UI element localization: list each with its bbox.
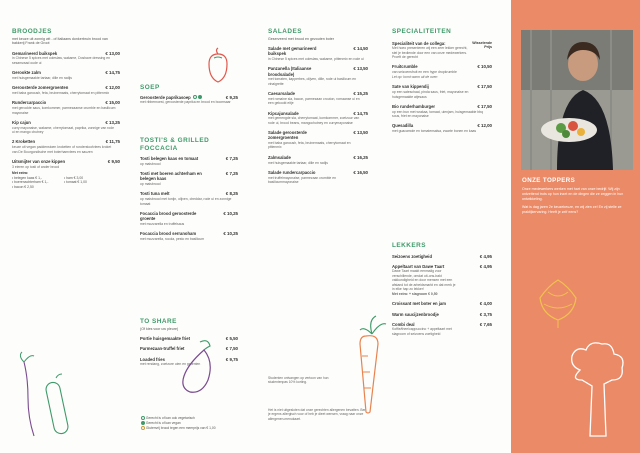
item-name: Focaccia brood serranoham xyxy=(140,231,197,237)
item-price: € 12,00 xyxy=(105,85,120,91)
item-warning: Let op: komt warm uit de oven xyxy=(392,75,438,80)
item-name: Seizoens zoetigheid xyxy=(392,253,433,259)
item-price: € 7,50 xyxy=(225,346,238,352)
item-name: Tosti met boeren achterham en belegen kaas xyxy=(140,171,202,182)
broodjes-subtitle: met keuze uit zonnig wit - of Italiaans donkerbruin brood van bakkerij Frank de Groot xyxy=(12,36,108,46)
staff-photo-illustration xyxy=(521,30,633,170)
menu-item xyxy=(392,322,492,337)
vegetarian-icon xyxy=(193,95,197,99)
item-desc: met gerookte saus, komkommer, parmezaanse crumble en basilicum mayonaise xyxy=(12,106,116,115)
item-desc: keuze uit vegan paddenstoen kroketten of runderstoofvlees kroket van De Bourgondische met boterhamvlees en sauzen xyxy=(12,145,112,154)
item-price: € 3,75 xyxy=(479,311,492,317)
item-name: Salade met gemarineerd buikspek xyxy=(268,46,317,57)
item-name: Caesarsalade xyxy=(268,91,296,97)
tosti-section xyxy=(140,137,238,241)
carrot-icon xyxy=(350,316,390,416)
salades-title: SALADES xyxy=(268,28,303,35)
specialiteiten-section xyxy=(392,28,492,134)
menu-item xyxy=(392,312,492,317)
item-price: € 15,25 xyxy=(353,91,368,97)
lekkers-title: LEKKERS xyxy=(392,242,427,249)
item-desc: met truffelmayonaise, parmezaan crumble en basilicummayonaise xyxy=(268,175,336,185)
item-desc: in Chinese 5 spices met coleslaw, wakame, Doshave dressing en sesamzaad oude ui xyxy=(12,56,111,65)
item-name: Geroosterde zomergroenten xyxy=(12,85,69,91)
item-price: Wisselende Prijs xyxy=(472,40,492,49)
soep-section xyxy=(140,84,238,105)
extra-option: • belegen kaas € 1,- xyxy=(12,175,43,180)
item-desc: met huisgemaakte tartaar, dille en radijs xyxy=(12,75,72,80)
item-price: € 4,95 xyxy=(479,263,492,269)
extra-option: • tomaat € 1,00 xyxy=(64,180,87,185)
extras-list xyxy=(12,171,120,189)
item-desc: Met hoeo presenteren wij een zeer lekker gerecht, stel je bediende door een van onze medewerkers. Proeft de gerecht xyxy=(392,46,468,60)
item-price: € 10,25 xyxy=(223,210,238,216)
item-name xyxy=(140,95,238,100)
menu-item xyxy=(392,64,492,79)
item-price: € 13,00 xyxy=(105,50,120,56)
item-name: Rundercarpaccio xyxy=(12,100,47,106)
menu-item xyxy=(12,139,120,154)
item-desc: met baba ganoush, feta, bruinemaats, cherrytomaat en pittenmix xyxy=(12,91,110,96)
extra-option: • boerenachterham € 1,- xyxy=(12,180,49,185)
specialiteiten-title: SPECIALITEITEN xyxy=(392,28,452,35)
item-price: € 11,75 xyxy=(105,139,120,145)
item-price: € 9,75 xyxy=(225,356,238,362)
item-name: Croissant met boter en jam xyxy=(392,301,446,307)
broccoli-icon xyxy=(560,340,632,440)
item-price: € 15,00 xyxy=(105,100,120,106)
item-name: Loaded fries xyxy=(140,356,165,362)
item-price: € 4,00 xyxy=(479,301,492,307)
item-desc: met baba ganoush, feta, bruinemaats, cherrytomaat en pittenmix xyxy=(268,141,351,150)
item-price: € 5,50 xyxy=(225,336,238,342)
item-desc: op maisbrood xyxy=(140,182,161,187)
item-name: Tosti tuna melt xyxy=(140,191,170,197)
to-share-title: TO SHARE xyxy=(140,318,177,325)
menu-item xyxy=(392,104,492,119)
item-desc: met guacamole en tomatensalsa, zwarte bonen en kaas xyxy=(392,129,477,134)
item-name: Quesadilla xyxy=(392,123,414,129)
item-price: € 4,95 xyxy=(479,253,492,259)
item-desc: met huisgemaakte tartaar, dille en radijs xyxy=(268,160,328,165)
soep-title: SOEP xyxy=(140,84,160,91)
item-name-text: Geroosterde paprikasoep xyxy=(140,94,191,100)
menu-item xyxy=(392,84,492,99)
item-price: € 13,50 xyxy=(353,130,368,136)
item-desc: met tomaten, kapperbes, olijven, dille, rode ui basilicum en vinaigrette xyxy=(268,77,357,86)
legend-text: Gerecht is of kan ook vegetarisch xyxy=(145,416,195,420)
item-desc: Dawe Taart maakt eenmalig voor verschillende, omdat uit-ons-bakt vakkundigheid en door mensen met een afstand tot de arbeidsmarkt en dat merk je in elke hap zo lekker! xyxy=(392,269,456,292)
item-price: € 8,25 xyxy=(225,191,238,197)
item-price: € 16,25 xyxy=(353,154,368,160)
item-price: € 7,25 xyxy=(225,171,238,177)
menu-item xyxy=(268,130,368,150)
menu-item xyxy=(12,70,120,80)
item-desc: in Chinese 5 spices met coleslaw, wakame, pittenmix en rode ui xyxy=(268,57,364,61)
toppers-paragraph: Wat is dag jaren 2e keuzekeuze, en wij zien ze! En zij stelle ze praktijkervaring. Heeft je zelf eens? xyxy=(522,205,622,215)
student-note-text: Studenten ontvangen op vertoon van hun studentenpas 10% korting. xyxy=(268,376,329,385)
item-desc: met rendang, zoetzure uien en groenten xyxy=(140,362,201,367)
item-desc: op een bun met wrakaa, tomaat, uienjam, huisgemaakte bbq sous, friet en mayonaise xyxy=(392,109,484,119)
item-desc: met ribbernoest, geroosterde paprika en brood en boomsaar xyxy=(140,100,231,105)
item-desc: curry mayonaise, wakame, cherrytomaat, paprika, zonnige van rode ui en mango chutney xyxy=(12,125,114,135)
item-desc: met mozzarella, rucola, pesto en basilicum xyxy=(140,236,205,241)
item-price: € 17,50 xyxy=(477,103,492,109)
item-price: € 9,50 xyxy=(107,158,120,164)
item-price: € 16,50 xyxy=(353,169,368,175)
extras-title: Met extra: xyxy=(12,171,29,176)
menu-item xyxy=(392,264,492,297)
menu-item xyxy=(268,155,368,165)
menu-item xyxy=(140,211,238,226)
item-name: Portie huisgemaakte friet xyxy=(140,336,191,342)
menu-item xyxy=(140,156,238,166)
item-desc: van seizoensfruit en een hype dropkrumble xyxy=(392,70,457,75)
menu-item xyxy=(140,171,238,186)
legend-text: Glutenvrij brood tegen een meerprijs van € 1,00 xyxy=(145,426,216,430)
item-desc: met gemengde sla, cherrytomaat, komkommer, zoetzuur van rode ui, brood beans, mangochutney en currymayonaise xyxy=(268,116,360,125)
broodjes-title: BROODJES xyxy=(12,28,52,35)
item-name: Focaccia brood geroosterde groente xyxy=(140,210,197,222)
gluten-free-icon xyxy=(141,426,145,430)
vegetarian-icon xyxy=(141,416,145,420)
menu-item xyxy=(392,123,492,133)
item-desc: op maisbrood xyxy=(140,161,161,166)
legend-text: Gerecht is of kan vegan xyxy=(145,421,181,425)
item-name: Appeltaart van Dawe Taart xyxy=(392,263,445,269)
staff-photo xyxy=(521,30,633,170)
menu-item xyxy=(268,46,368,61)
item-name: Tosti belegen kaas en tomaat xyxy=(140,156,199,161)
menu-item xyxy=(268,91,368,106)
item-name: Kip cajun xyxy=(12,119,31,125)
menu-item xyxy=(268,170,368,185)
item-name: Specialiteit van de collega: xyxy=(392,40,446,46)
menu-item xyxy=(12,85,120,95)
item-price: € 14,75 xyxy=(353,110,368,116)
toppers-text xyxy=(522,187,628,215)
toppers-title: ONZE TOPPERS xyxy=(522,177,576,184)
item-name: Salade rundercarpaccio xyxy=(268,169,316,175)
vegetable-icon xyxy=(14,352,74,442)
student-note xyxy=(268,376,340,385)
menu-item xyxy=(392,254,492,259)
item-price: € 13,25 xyxy=(105,119,120,125)
item-price: € 10,25 xyxy=(223,231,238,237)
item-price: € 13,50 xyxy=(353,66,368,72)
legend xyxy=(140,416,250,431)
item-price: € 9,25 xyxy=(225,94,238,100)
salades-section xyxy=(268,28,368,185)
menu-item xyxy=(268,66,368,86)
lekkers-section xyxy=(392,242,492,336)
item-price: € 17,50 xyxy=(477,84,492,90)
menu-item xyxy=(140,191,238,206)
item-price: € 7,65 xyxy=(479,321,492,327)
item-name: Bio runderhamburger xyxy=(392,103,436,109)
item-name: Uitsmijter van onze kippen xyxy=(12,158,66,164)
menu-item xyxy=(12,100,120,115)
legend-item xyxy=(140,426,250,431)
menu-item xyxy=(392,301,492,306)
item-name: Panzanella (Italiaanse broodsalade) xyxy=(268,66,312,77)
to-share-subtitle: (Of kies voor uw pleure) xyxy=(140,326,179,331)
item-desc: Koffie/thee/cappuccino + appeltaart met slagroom of seizoens zoetigheid xyxy=(392,327,452,336)
artichoke-icon xyxy=(528,270,588,330)
menu-item xyxy=(140,95,238,105)
item-name: Parmezaan-truffel friet xyxy=(140,346,185,352)
extras-row xyxy=(12,185,120,190)
item-desc: met romaine sla, bacon, parmezaan crouton, romaanse ui en een gekookt eitje xyxy=(268,96,360,106)
item-name: Zalmsalade xyxy=(268,154,291,160)
menu-item xyxy=(140,231,238,241)
item-name: Warm saucijzenbroodje xyxy=(392,311,439,317)
toppers-paragraph: Onze medewerkers werken met hart van onze bedrijf. Wij zijn ontzettend trots op hun inzet en de dingen die ze zeggen in hun ontwikkeling. xyxy=(522,187,624,201)
item-name: Sate van kippendij xyxy=(392,84,429,90)
salades-subtitle: Geserveerd met brood en gezouten boter xyxy=(268,36,334,41)
item-name: Kipcajunsalade xyxy=(268,110,299,116)
extra-option: • bacon € 2,50 xyxy=(12,184,34,189)
vegan-icon xyxy=(198,95,202,99)
menu-item xyxy=(12,120,120,135)
item-extra: Met extra: + slagroom € 0,50 xyxy=(392,291,438,296)
item-name: Gerookte zalm xyxy=(12,70,41,76)
item-price: € 14,75 xyxy=(105,70,120,76)
item-desc: op een sateschaal, pinda saus, friet, mayonaise en huisgemaakte atjesaus xyxy=(392,90,469,99)
broodjes-section xyxy=(12,28,120,189)
item-price: € 10,50 xyxy=(477,64,492,70)
pepper-icon xyxy=(205,48,231,84)
tosti-title: TOSTI'S & GRILLED FOCCACIA xyxy=(140,137,210,152)
item-name: 2 Kroketten xyxy=(12,139,36,145)
item-desc: 3 eieren op tosti of ander brood xyxy=(12,164,60,169)
menu-item xyxy=(12,51,120,66)
item-price: € 12,00 xyxy=(477,123,492,129)
eggplant-icon xyxy=(178,336,218,396)
item-name: Gemarineerd buikspek xyxy=(12,50,58,56)
menu-item xyxy=(12,159,120,169)
menu-item xyxy=(392,41,492,60)
allergen-note-text: Het is niet uitgesloten dat onze gerechten allergenen bevatten. Ben je ergens allergisch voor of heb je dieet wensen, vraag naar onze allergenen-menukaart. xyxy=(268,408,367,421)
item-name: Salade geroosterde zomergroenten xyxy=(268,130,307,141)
item-name: Combi deal xyxy=(392,321,415,327)
item-price: € 7,25 xyxy=(225,156,238,161)
menu-item xyxy=(268,111,368,126)
item-price: € 14,50 xyxy=(353,46,368,52)
vegan-icon xyxy=(141,421,145,425)
item-desc: op maisbrood met tonijn, olijven, cheddar, rode ui en zonnige tomaat xyxy=(140,197,232,206)
extra-option: • ham € 3,00 xyxy=(64,175,84,180)
item-desc: met mozzarella en truffelsaus xyxy=(140,221,185,226)
item-name: Fruitcrumble xyxy=(392,64,418,70)
